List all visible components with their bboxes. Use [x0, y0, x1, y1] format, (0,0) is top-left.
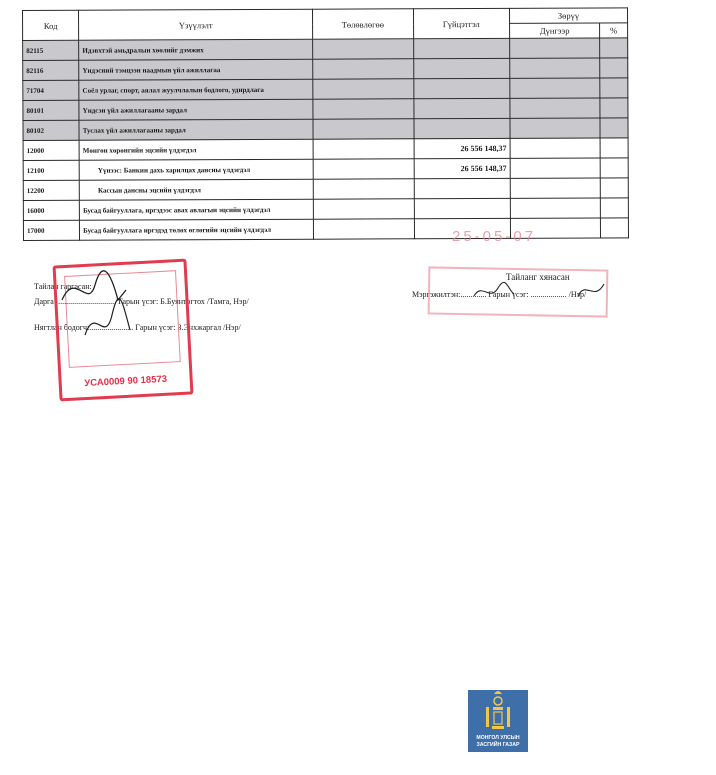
header-plan: Төлөвлөгөө — [313, 9, 414, 39]
row-performance: 26 556 148,37 — [414, 138, 510, 158]
header-code: Код — [23, 10, 79, 40]
row-code: 80102 — [23, 120, 79, 140]
row-name: Үүнээс: Банкин дахь харилцах дансны үлдэгдэл — [79, 159, 313, 180]
accountant-signature — [85, 299, 130, 335]
header-difference: Зөрүү — [509, 8, 627, 24]
header-name: Үзүүлэлт — [79, 9, 313, 40]
row-performance: 26 556 148,37 — [414, 158, 510, 178]
accountant-signature-line: Нягтлан бодогч:...................... Гарын үсэг: З.Энхжаргал /Нэр/ — [34, 323, 241, 332]
row-code: 16000 — [23, 200, 79, 220]
row-name: Үндсэн үйл ажиллагааны зардал — [79, 99, 313, 120]
reviewer-signature-b — [578, 284, 604, 296]
row-name: Соёл урлаг, спорт, аялал жуулчлалын бодлого, удирдлага — [79, 79, 313, 100]
seal-registration-number: УСА0009 90 18573 — [84, 373, 168, 390]
reviewed-by-label: Тайланг хянасан — [506, 272, 570, 282]
row-name: Кассын дансны эцсийн үлдэгдэл — [79, 179, 313, 200]
row-code: 17000 — [23, 220, 79, 240]
row-name: Бусад байгууллага, иргэдээс авах авлагын эцсийн үлдэгдэл — [80, 199, 314, 220]
row-name: Идэвхтэй амьдралын хөөлийг дэмжих — [79, 39, 313, 60]
header-amount: Дүнгээр — [509, 23, 599, 38]
reviewer-signature-a — [474, 282, 514, 296]
reviewer-signature-line: Мэргэжилтэн:............. Гарын үсэг: .................. /Нэр/ — [412, 290, 587, 299]
row-code: 82115 — [23, 40, 79, 60]
emblem-caption-line1: МОНГОЛ УЛСЫН — [476, 735, 520, 741]
row-code: 80101 — [23, 100, 79, 120]
emblem-caption-line2: ЗАСГИЙН ГАЗАР — [476, 742, 520, 748]
row-name: Үндэсний тэмцээн наадмын үйл ажиллагаа — [79, 59, 313, 80]
director-signature-line: Дарга:.............................. Гарын үсэг: Б.Буянтогтох /Тамга, Нэр/ — [34, 297, 249, 306]
row-code: 82116 — [23, 60, 79, 80]
soyombo-icon — [468, 690, 528, 734]
row-name: Туслах үйл ажиллагааны зардал — [79, 119, 313, 140]
row-name: Бусад байгууллага иргэдэд төлөх өглөгийн эцсийн үлдэгдэл — [80, 219, 314, 240]
row-code: 12000 — [23, 140, 79, 160]
government-emblem — [468, 690, 528, 752]
prepared-by-label: Тайлан гаргасан: — [34, 282, 92, 291]
header-percent: % — [600, 23, 628, 38]
date-stamp: 25-05-07 — [452, 228, 537, 245]
row-code: 71704 — [23, 80, 79, 100]
row-code: 12200 — [23, 180, 79, 200]
director-signature — [62, 271, 126, 300]
row-name: Мөнгөн хөрөнгийн эцсийн үлдэгдэл — [79, 139, 313, 160]
row-code: 12100 — [23, 160, 79, 180]
header-performance: Гүйцэтгэл — [413, 8, 509, 38]
